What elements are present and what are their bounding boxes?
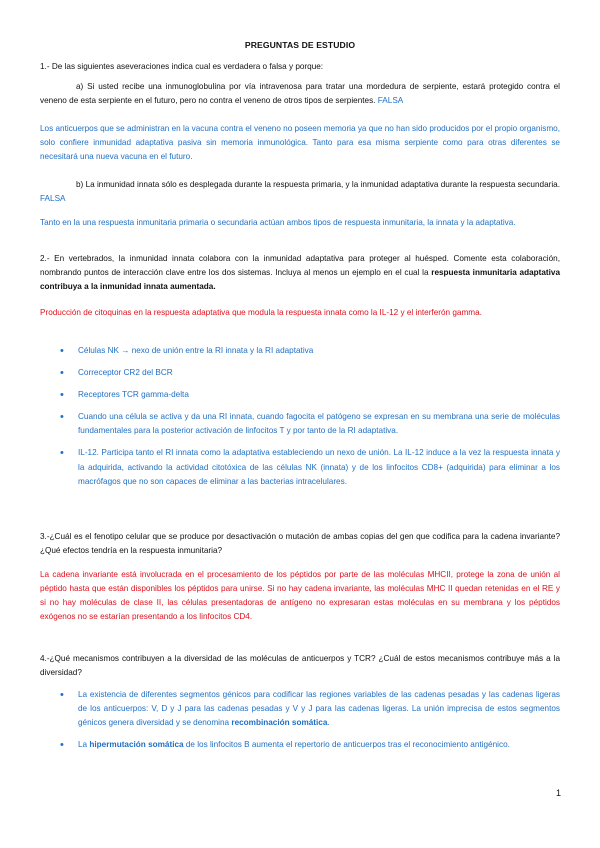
answer-4-item-2-text: de los linfocitos B aumenta el repertorio de anticuerpos tras el reconocimiento antigénico.	[185, 740, 510, 750]
list-item: • IL-12. Participa tanto el RI innata como la adaptativa estableciendo un nexo de unión. La IL-12 induce a la vez la respuesta innata y la adquirida, activando la actividad citotóxica de las células NK (innata) y de los linfocitos CD8+ (adquirida) para eliminar a los macrófagos que no son capaces de eliminar a las bacterias intracelulares.	[60, 446, 560, 488]
question-3-prompt: 3.-¿Cuál es el fenotipo celular que se produce por desactivación o mutación de ambas copias del gen que codifica para la cadena invariante? ¿Qué efectos tendría en la respuesta inmunitaria?	[40, 532, 560, 556]
list-item: • Receptores TCR gamma-delta	[60, 388, 560, 402]
answer-4-item-2-pre: La	[78, 740, 88, 750]
answer-4-item-1-end: .	[327, 718, 330, 728]
list-item	[60, 738, 560, 752]
answer-4-item-2-bold: hipermutación somática	[89, 740, 184, 750]
question-4-prompt: 4.-¿Qué mecanismos contribuyen a la diversidad de las moléculas de anticuerpos y TCR? ¿Cuál de estos mecanismos contribuye más a la diversidad?	[40, 654, 560, 678]
question-1-prompt: 1.- De las siguientes aseveraciones indica cual es verdadera o falsa y porque:	[40, 62, 324, 71]
list-item: • Células NK → nexo de unión entre la RI innata y la RI adaptativa	[60, 344, 560, 358]
list-item: • Correceptor CR2 del BCR	[60, 366, 560, 380]
question-1a-text: a) Si usted recibe una inmunoglobulina por vía intravenosa para tratar una mordedura de serpiente, estará protegido contra el veneno de esta serpiente en el futuro, pero no contra el veneno de otros tipos de serpientes.	[40, 82, 560, 106]
answer-1a: Los anticuerpos que se administran en la vacuna contra el veneno no poseen memoria ya que no han sido producidos por el propio organismo, solo confiere inmunidad adaptativa pasiva sin memoria inmunológica. Tanto para esa misma serpiente como para otras diferentes se necesitará una nueva vacuna en el futuro.	[40, 124, 560, 162]
list-item: • Cuando una célula se activa y da una RI innata, cuando fagocita el patógeno se expresan en su membrana una serie de moléculas fundamentales para la posterior activación de linfocitos T y por tanto de la RI adaptativa.	[60, 410, 560, 438]
answer-1b: Tanto en la una respuesta inmunitaria primaria o secundaria actúan ambos tipos de respuesta inmunitaria, la innata y la adaptativa.	[40, 218, 516, 227]
question-2-text: 2.- En vertebrados, la inmunidad innata colabora con la inmunidad adaptativa para proteger al huésped. Comente esta colaboración, nombrando puntos de interacción clave entre los dos sistemas. Incluya al menos un ejemplo en el cual la	[40, 254, 560, 278]
answer-4-item-1-bold: recombinación somática	[231, 718, 328, 728]
question-1b	[40, 178, 560, 206]
answer-3: La cadena invariante está involucrada en el procesamiento de los péptidos por parte de las moléculas MHCII, protege la zona de unión al péptido hasta que están disponibles los péptidos para unirse. Si no hay cadena invariante, las moléculas MHC II quedan retenidas en el RE y si no hay moléculas de clase II, las células presentadoras de antígeno no expresaran estas moléculas en su membrana y los péptidos exógenos no se estarían presentando a los linfocitos CD4.	[40, 570, 560, 622]
question-1a-verdict: FALSA	[377, 96, 404, 106]
answer-4-list	[60, 688, 560, 752]
question-1a	[40, 80, 560, 108]
question-2-prompt	[40, 252, 560, 294]
question-1b-text: b) La inmunidad innata sólo es desplegada durante la respuesta primaria, y la inmunidad adaptativa durante la respuesta secundaria.	[76, 180, 560, 189]
answer-2-list	[60, 344, 560, 489]
page-number: 1	[556, 788, 562, 798]
answer-4-item-1-text: La existencia de diferentes segmentos génicos para codificar las regiones variables de las cadenas pesadas y las cadenas ligeras de los anticuerpos: V, D y J para las cadenas pesadas y V y J para las cadenas ligeras. La unión imprecisa de estos segmentos génicos genera diversidad y se denomina	[78, 690, 560, 728]
question-1b-verdict: FALSA	[40, 194, 66, 204]
page-title: PREGUNTAS DE ESTUDIO	[244, 40, 356, 50]
answer-2: Producción de citoquinas en la respuesta adaptativa que modula la respuesta innata como la IL-12 y el interferón gamma.	[40, 308, 482, 317]
question-2-bold: respuesta inmunitaria adaptativa contribuya a la inmunidad innata aumentada.	[40, 268, 561, 292]
list-item	[60, 688, 560, 730]
